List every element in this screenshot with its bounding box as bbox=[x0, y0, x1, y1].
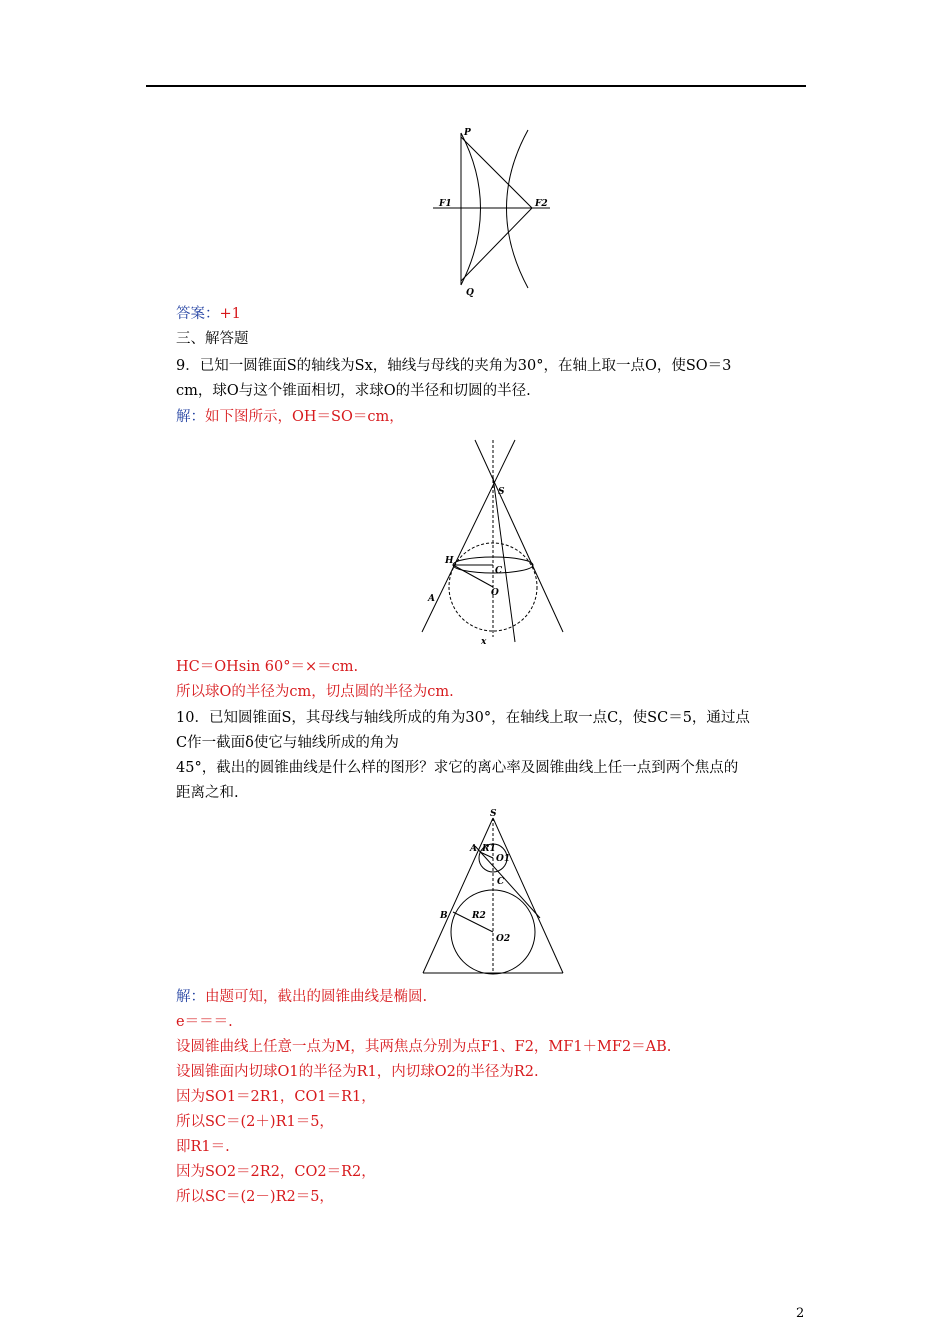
sol9-line3: 所以球O的半径为cm，切点圆的半径为cm. bbox=[176, 684, 454, 700]
label-b: B bbox=[440, 911, 448, 921]
label-c: C bbox=[497, 877, 505, 887]
label-f2: F2 bbox=[535, 199, 548, 209]
figure-hyperbola bbox=[430, 125, 560, 300]
sol10-line4: 设圆锥面内切球O1的半径为R1，内切球O2的半径为R2. bbox=[176, 1064, 539, 1080]
sol10-line1: 解：由题可知，截出的圆锥曲线是椭圆. bbox=[176, 989, 428, 1005]
label-s: S bbox=[498, 487, 505, 497]
sol10-line7: 即R1＝. bbox=[176, 1139, 230, 1155]
label-a: A bbox=[428, 594, 435, 604]
sol10-line3: 设圆锥曲线上任意一点为M，其两焦点分别为点F1、F2，MF1＋MF2＝AB. bbox=[176, 1039, 672, 1055]
answer-label: 答案： bbox=[176, 306, 220, 322]
label-h: H bbox=[445, 556, 454, 566]
q10-line4: 距离之和. bbox=[176, 785, 239, 801]
label-f1: F1 bbox=[439, 199, 452, 209]
q9-line1: 9．已知一圆锥面S的轴线为Sx，轴线与母线的夹角为30°，在轴上取一点O，使SO＝3 bbox=[176, 358, 732, 374]
sol10-line5: 因为SO1＝2R1，CO1＝R1， bbox=[176, 1089, 376, 1105]
q10-line3: 45°，截出的圆锥曲线是什么样的图形？求它的离心率及圆锥曲线上任一点到两个焦点的 bbox=[176, 760, 739, 776]
label-x: x bbox=[481, 637, 487, 647]
sol10-line9: 所以SC＝(2－)R2＝5， bbox=[176, 1189, 334, 1205]
label-r2: R2 bbox=[472, 911, 486, 921]
figure-cone-two-spheres bbox=[420, 808, 570, 978]
label-r1: R1 bbox=[482, 844, 496, 854]
label-p: P bbox=[464, 128, 471, 138]
q10-line2: C作一截面δ使它与轴线所成的角为 bbox=[176, 735, 399, 751]
sol10-line2: e＝＝＝. bbox=[176, 1014, 233, 1030]
label-s: S bbox=[490, 809, 497, 819]
figure-cone-sphere bbox=[420, 437, 570, 647]
label-c: C bbox=[495, 566, 503, 576]
label-o2: O2 bbox=[496, 934, 511, 944]
sol10-line6: 所以SC＝(2＋)R1＝5， bbox=[176, 1114, 334, 1130]
sol9-label: 解： bbox=[176, 409, 205, 425]
header-rule bbox=[146, 85, 806, 87]
label-q: Q bbox=[466, 288, 474, 298]
sol9-line2: HC＝OHsin 60°＝×＝cm. bbox=[176, 659, 359, 675]
page-number: 2 bbox=[796, 1306, 805, 1321]
label-a: A bbox=[470, 844, 477, 854]
sol9-line1: 解：如下图所示，OH＝SO＝cm， bbox=[176, 409, 404, 425]
label-o1: O1 bbox=[496, 854, 511, 864]
sol10-label: 解： bbox=[176, 989, 205, 1005]
label-o: O bbox=[491, 588, 499, 598]
sol10-line8: 因为SO2＝2R2，CO2＝R2， bbox=[176, 1164, 376, 1180]
answer-value: +1 bbox=[219, 306, 241, 322]
answer-line bbox=[176, 303, 241, 325]
section-title: 三、解答题 bbox=[176, 331, 249, 347]
q10-line1: 10．已知圆锥面S，其母线与轴线所成的角为30°，在轴线上取一点C，使SC＝5，通过点 bbox=[176, 710, 750, 726]
q9-line2: cm，球O与这个锥面相切，求球O的半径和切圆的半径. bbox=[176, 383, 531, 399]
